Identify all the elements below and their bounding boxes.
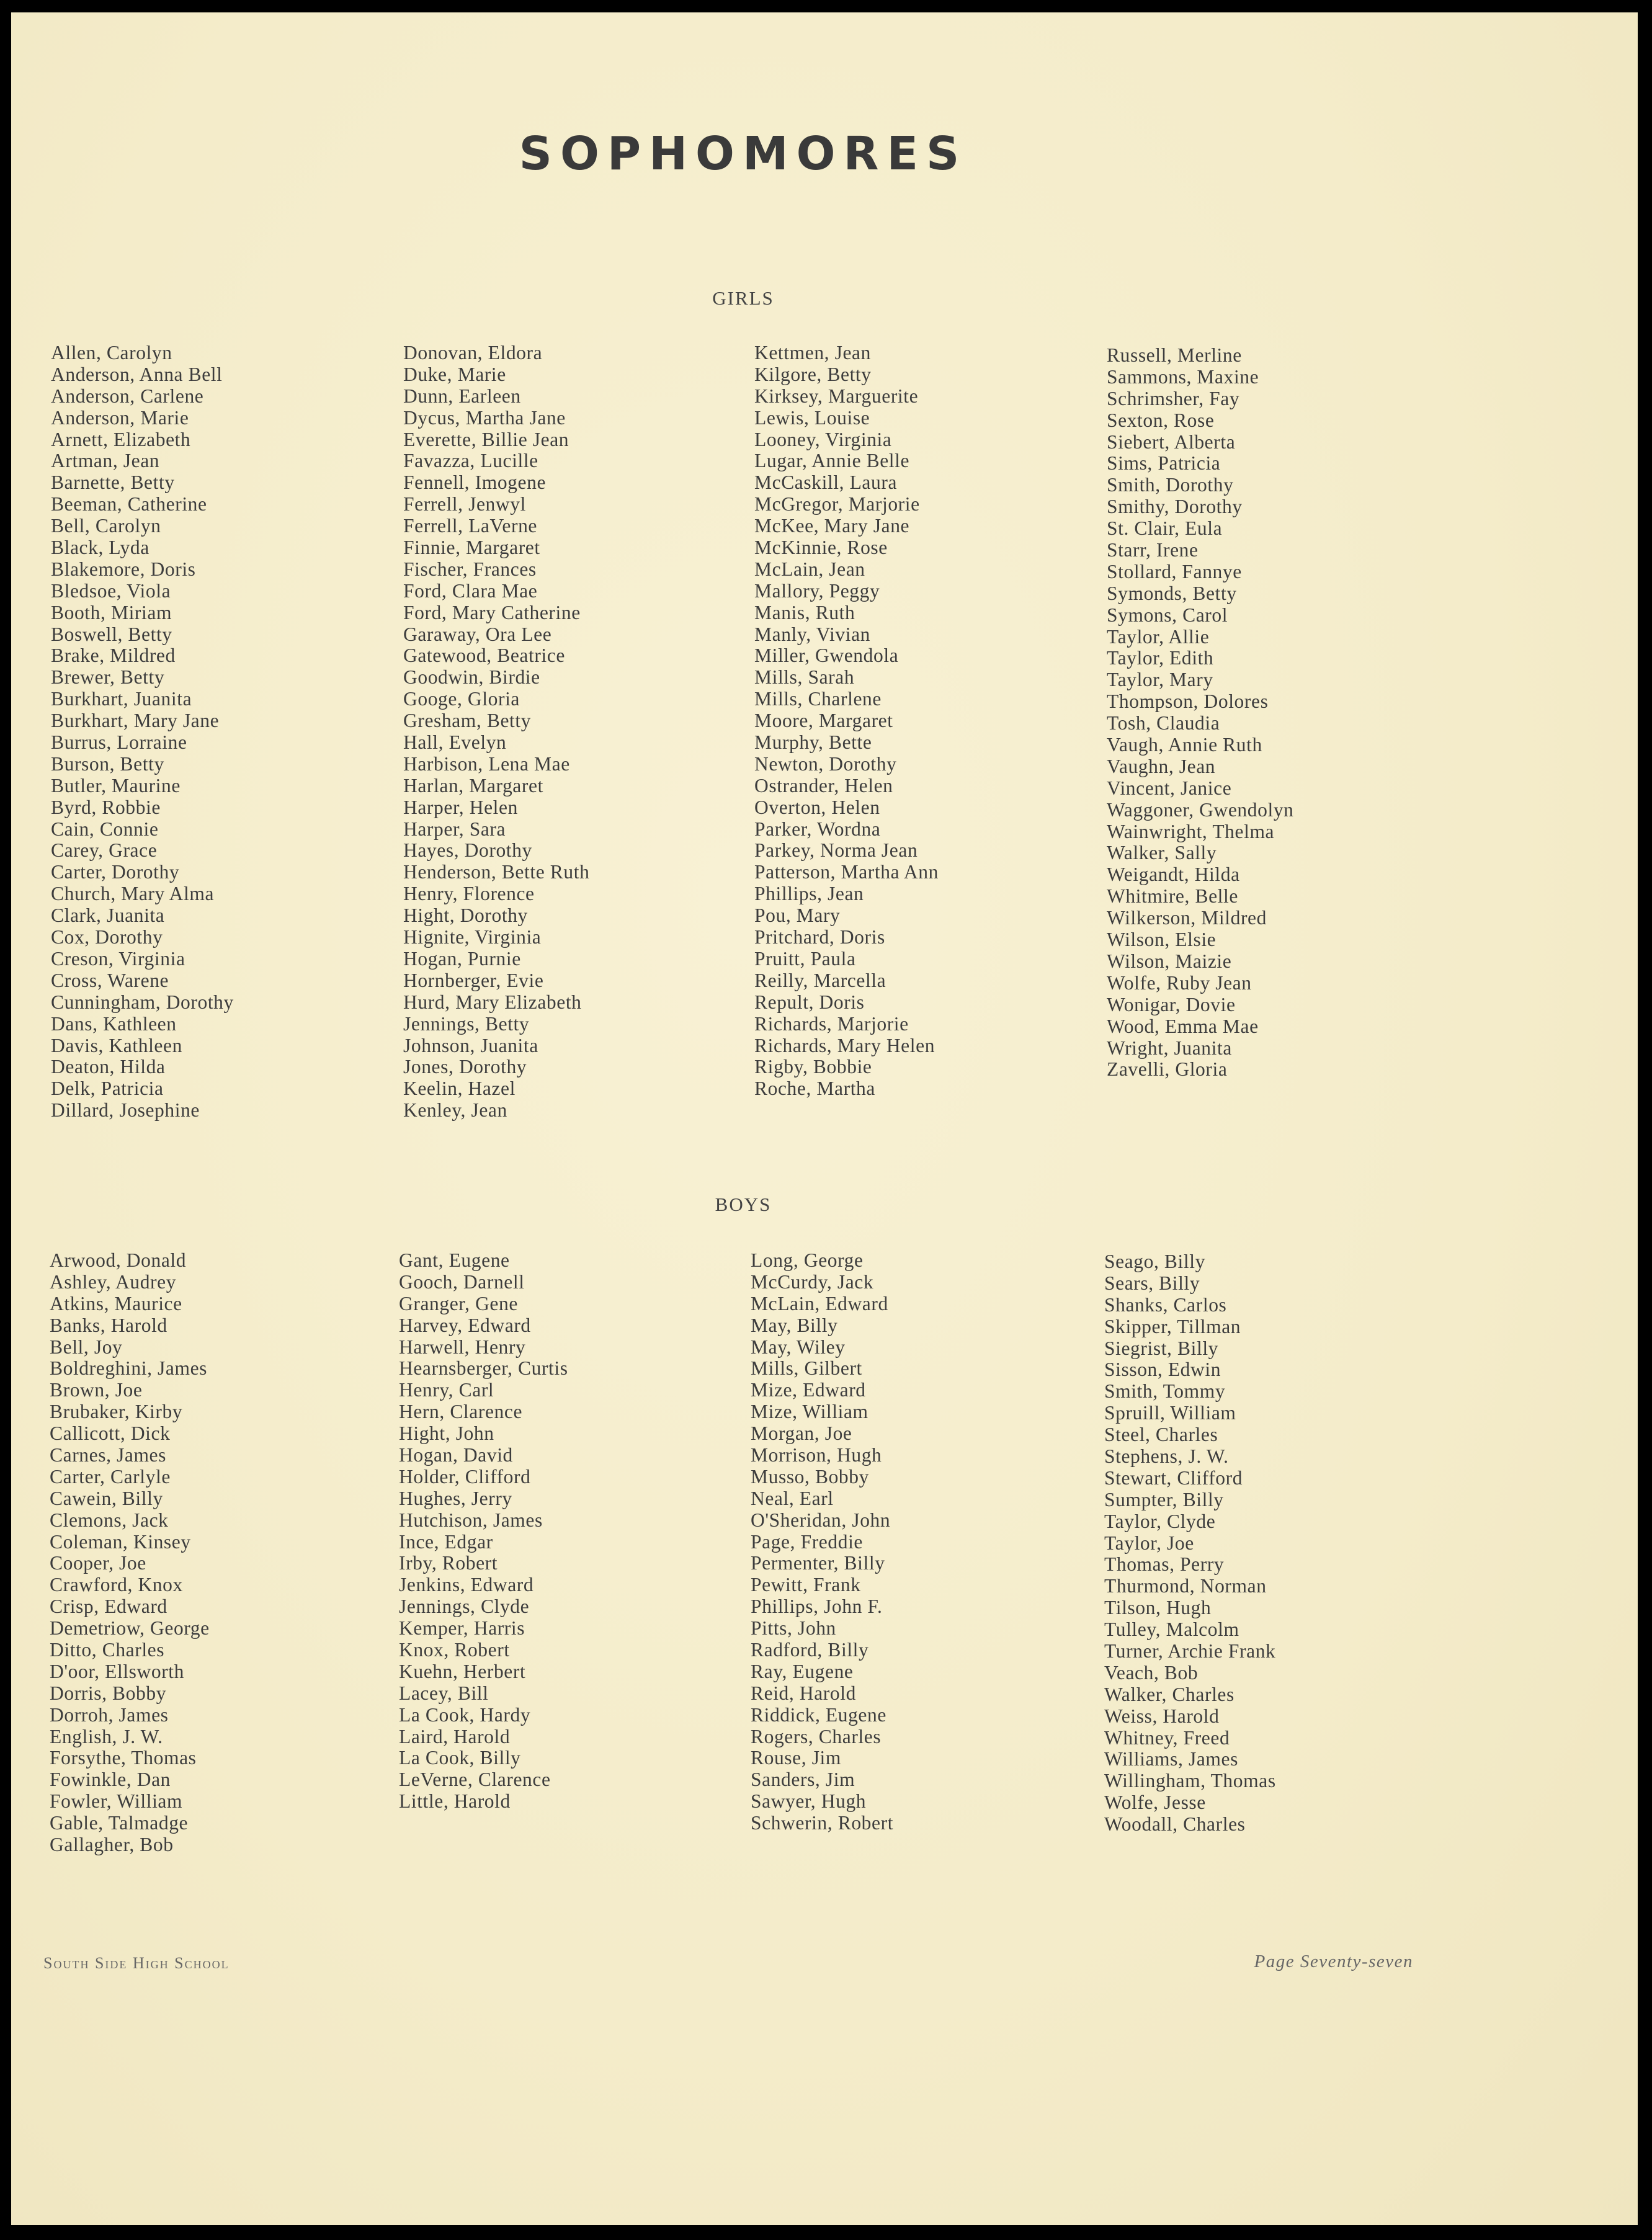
name-entry: Henry, Carl (399, 1379, 494, 1401)
name-entry: Kemper, Harris (399, 1617, 525, 1640)
name-entry: Ferrell, LaVerne (403, 515, 537, 537)
name-entry: Wilkerson, Mildred (1107, 907, 1267, 929)
name-entry: Rogers, Charles (751, 1725, 882, 1747)
name-entry: Sanders, Jim (751, 1769, 855, 1791)
name-entry: Roche, Martha (754, 1078, 875, 1100)
boys-column-1 (50, 1250, 210, 1856)
name-entry: Murphy, Bette (754, 731, 872, 754)
name-entry: Holder, Clifford (399, 1465, 531, 1488)
footer-school-name: South Side High School (43, 1954, 230, 1972)
name-entry: Anderson, Marie (51, 406, 189, 429)
name-entry: Smithy, Dorothy (1107, 496, 1243, 518)
name-entry: La Cook, Hardy (399, 1703, 531, 1726)
girls-heading: GIRLS (712, 287, 774, 309)
name-entry: Cross, Warene (51, 969, 169, 991)
name-entry: Schwerin, Robert (751, 1812, 894, 1834)
name-entry: Delk, Patricia (51, 1078, 164, 1100)
name-entry: Boldreghini, James (50, 1357, 208, 1380)
name-entry: Tosh, Claudia (1107, 712, 1220, 734)
name-entry: Hughes, Jerry (399, 1487, 512, 1509)
name-entry: Donovan, Eldora (403, 342, 543, 364)
name-entry: Waggoner, Gwendolyn (1107, 798, 1294, 821)
name-entry: Vincent, Janice (1107, 777, 1232, 799)
name-entry: Pritchard, Doris (754, 926, 885, 948)
name-entry: May, Billy (751, 1314, 838, 1336)
name-entry: Smith, Tommy (1104, 1380, 1226, 1403)
name-entry: Overton, Helen (754, 796, 880, 818)
name-entry: Gooch, Darnell (399, 1270, 525, 1293)
name-entry: Cunningham, Dorothy (51, 991, 234, 1013)
name-entry: Carter, Dorothy (51, 861, 180, 883)
name-entry: Favazza, Lucille (403, 450, 538, 472)
name-entry: Clark, Juanita (51, 904, 165, 927)
name-entry: Moore, Margaret (754, 710, 893, 732)
name-entry: Steel, Charles (1104, 1424, 1218, 1446)
name-entry: Pruitt, Paula (754, 947, 856, 970)
name-entry: Black, Lyda (51, 537, 150, 559)
name-entry: Cooper, Joe (50, 1552, 146, 1574)
name-entry: Looney, Virginia (754, 428, 892, 450)
name-entry: Lacey, Bill (399, 1682, 489, 1704)
name-entry: Zavelli, Gloria (1107, 1058, 1228, 1081)
name-entry: Symonds, Betty (1107, 582, 1237, 604)
name-entry: Morrison, Hugh (751, 1444, 882, 1466)
name-entry: Manly, Vivian (754, 623, 871, 645)
name-entry: Finnie, Margaret (403, 537, 540, 559)
name-entry: Miller, Gwendola (754, 645, 899, 667)
name-entry: Granger, Gene (399, 1292, 518, 1314)
name-entry: Symons, Carol (1107, 604, 1228, 626)
name-entry: Keelin, Hazel (403, 1078, 516, 1100)
name-entry: Pewitt, Frank (751, 1574, 861, 1596)
name-entry: McCurdy, Jack (751, 1270, 874, 1293)
name-entry: Whitney, Freed (1104, 1726, 1230, 1749)
name-entry: Garaway, Ora Lee (403, 623, 552, 645)
name-entry: Fischer, Frances (403, 558, 537, 580)
name-entry: Siegrist, Billy (1104, 1337, 1219, 1359)
name-entry: Lugar, Annie Belle (754, 450, 910, 472)
name-entry: Walker, Charles (1104, 1683, 1235, 1705)
name-entry: Whitmire, Belle (1107, 885, 1238, 908)
name-entry: Tulley, Malcolm (1104, 1618, 1239, 1641)
boys-heading: BOYS (715, 1194, 772, 1215)
name-entry: Woodall, Charles (1104, 1813, 1246, 1836)
name-entry: Pitts, John (751, 1617, 836, 1640)
name-entry: Sawyer, Hugh (751, 1790, 867, 1813)
name-entry: Demetriow, George (50, 1617, 210, 1640)
name-entry: Deaton, Hilda (51, 1056, 166, 1078)
name-entry: Brubaker, Kirby (50, 1401, 183, 1423)
name-entry: Davis, Kathleen (51, 1034, 182, 1056)
name-entry: Dorris, Bobby (50, 1682, 167, 1704)
name-entry: Brake, Mildred (51, 645, 176, 667)
name-entry: LeVerne, Clarence (399, 1769, 551, 1791)
name-entry: Kettmen, Jean (754, 342, 871, 364)
name-entry: Jenkins, Edward (399, 1574, 534, 1596)
name-entry: Skipper, Tillman (1104, 1315, 1241, 1337)
name-entry: McLain, Edward (751, 1292, 888, 1314)
name-entry: Harwell, Henry (399, 1336, 526, 1358)
name-entry: Crawford, Knox (50, 1574, 183, 1596)
name-entry: Ray, Eugene (751, 1660, 854, 1682)
name-entry: Ince, Edgar (399, 1530, 493, 1553)
name-entry: Bell, Carolyn (51, 515, 161, 537)
name-entry: Church, Mary Alma (51, 883, 215, 905)
name-entry: Carey, Grace (51, 839, 158, 862)
name-entry: Veach, Bob (1104, 1661, 1199, 1684)
name-entry: Willingham, Thomas (1104, 1770, 1276, 1792)
name-entry: Hern, Clarence (399, 1401, 523, 1423)
girls-column-1 (51, 342, 234, 1122)
name-entry: Mize, Edward (751, 1379, 866, 1401)
name-entry: Turner, Archie Frank (1104, 1640, 1276, 1662)
name-entry: Barnette, Betty (51, 471, 175, 494)
name-entry: Cox, Dorothy (51, 926, 163, 948)
name-entry: Fowler, William (50, 1790, 183, 1813)
name-entry: Artman, Jean (51, 450, 160, 472)
name-entry: Crisp, Edward (50, 1595, 167, 1618)
name-entry: Taylor, Edith (1107, 647, 1214, 669)
name-entry: Arwood, Donald (50, 1249, 187, 1271)
name-entry: Arnett, Elizabeth (51, 428, 191, 450)
name-entry: Taylor, Joe (1104, 1532, 1194, 1554)
name-entry: Manis, Ruth (754, 601, 855, 623)
name-entry: Henry, Florence (403, 883, 535, 905)
name-entry: Carter, Carlyle (50, 1465, 171, 1488)
name-entry: Rouse, Jim (751, 1747, 842, 1769)
name-entry: Hayes, Dorothy (403, 839, 532, 862)
name-entry: Phillips, Jean (754, 883, 864, 905)
name-entry: Vaugh, Annie Ruth (1107, 734, 1262, 756)
name-entry: Musso, Bobby (751, 1465, 869, 1488)
name-entry: Butler, Maurine (51, 774, 181, 796)
name-entry: Gresham, Betty (403, 710, 532, 732)
name-entry: Lewis, Louise (754, 406, 870, 429)
name-entry: Williams, James (1104, 1748, 1238, 1770)
yearbook-page (11, 12, 1638, 2225)
name-entry: Allen, Carolyn (51, 342, 172, 364)
name-entry: Ferrell, Jenwyl (403, 493, 526, 515)
name-entry: Hearnsberger, Curtis (399, 1357, 568, 1380)
name-entry: Wilson, Maizie (1107, 950, 1232, 972)
name-entry: Cawein, Billy (50, 1487, 163, 1509)
name-entry: Hignite, Virginia (403, 926, 542, 948)
name-entry: Fennell, Imogene (403, 471, 547, 494)
name-entry: Gallagher, Bob (50, 1834, 174, 1856)
name-entry: Weigandt, Hilda (1107, 863, 1240, 886)
name-entry: Byrd, Robbie (51, 796, 161, 818)
name-entry: English, J. W. (50, 1725, 163, 1747)
name-entry: Ashley, Audrey (50, 1270, 177, 1293)
girls-column-3 (754, 342, 939, 1100)
name-entry: Wonigar, Dovie (1107, 993, 1236, 1015)
name-entry: Hutchison, James (399, 1509, 543, 1531)
name-entry: Sumpter, Billy (1104, 1488, 1224, 1510)
name-entry: Parker, Wordna (754, 818, 881, 840)
name-entry: Jennings, Clyde (399, 1595, 530, 1618)
name-entry: Booth, Miriam (51, 601, 172, 623)
name-entry: Hogan, Purnie (403, 947, 521, 970)
name-entry: Kilgore, Betty (754, 363, 872, 385)
name-entry: Siebert, Alberta (1107, 431, 1236, 453)
name-entry: Neal, Earl (751, 1487, 834, 1509)
name-entry: Sims, Patricia (1107, 452, 1221, 475)
footer-page-number: Page Seventy-seven (1254, 1952, 1413, 1971)
name-entry: Newton, Dorothy (754, 752, 897, 775)
name-entry: Richards, Mary Helen (754, 1034, 935, 1056)
name-entry: Wolfe, Ruby Jean (1107, 971, 1252, 994)
name-entry: Permenter, Billy (751, 1552, 885, 1574)
name-entry: Dycus, Martha Jane (403, 406, 566, 429)
name-entry: Ford, Clara Mae (403, 579, 538, 602)
name-entry: Reid, Harold (751, 1682, 856, 1704)
name-entry: Radford, Billy (751, 1639, 869, 1661)
name-entry: Jennings, Betty (403, 1012, 530, 1035)
name-entry: Smith, Dorothy (1107, 474, 1234, 496)
name-entry: Parkey, Norma Jean (754, 839, 918, 862)
name-entry: Atkins, Maurice (50, 1292, 182, 1314)
name-entry: Burkhart, Juanita (51, 688, 192, 710)
name-entry: Carnes, James (50, 1444, 167, 1466)
name-entry: Everette, Billie Jean (403, 428, 569, 450)
name-entry: Richards, Marjorie (754, 1012, 909, 1035)
name-entry: McLain, Jean (754, 558, 865, 580)
name-entry: Dillard, Josephine (51, 1099, 200, 1122)
name-entry: Stollard, Fannye (1107, 560, 1242, 582)
name-entry: Repult, Doris (754, 991, 865, 1013)
name-entry: Ostrander, Helen (754, 774, 893, 796)
name-entry: Mills, Gilbert (751, 1357, 862, 1380)
name-entry: Vaughn, Jean (1107, 755, 1216, 777)
name-entry: Gable, Talmadge (50, 1812, 189, 1834)
name-entry: Blakemore, Doris (51, 558, 196, 580)
name-entry: Wood, Emma Mae (1107, 1015, 1259, 1037)
name-entry: Patterson, Martha Ann (754, 861, 939, 883)
name-entry: Thompson, Dolores (1107, 690, 1269, 713)
name-entry: Harlan, Margaret (403, 774, 543, 796)
name-entry: St. Clair, Eula (1107, 517, 1223, 540)
name-entry: Kuehn, Herbert (399, 1660, 526, 1682)
name-entry: Morgan, Joe (751, 1422, 852, 1445)
name-entry: McKinnie, Rose (754, 537, 888, 559)
name-entry: Ditto, Charles (50, 1639, 165, 1661)
name-entry: Taylor, Mary (1107, 669, 1213, 691)
girls-column-2 (403, 342, 589, 1122)
name-entry: Bledsoe, Viola (51, 579, 171, 602)
name-entry: Coleman, Kinsey (50, 1530, 191, 1553)
name-entry: Creson, Virginia (51, 947, 185, 970)
name-entry: Shanks, Carlos (1104, 1293, 1227, 1316)
name-entry: Burrus, Lorraine (51, 731, 187, 754)
name-entry: Starr, Irene (1107, 539, 1199, 561)
name-entry: Mize, William (751, 1401, 868, 1423)
name-entry: Forsythe, Thomas (50, 1747, 197, 1769)
name-entry: Burson, Betty (51, 752, 164, 775)
name-entry: Johnson, Juanita (403, 1034, 538, 1056)
name-entry: Goodwin, Birdie (403, 666, 540, 689)
name-entry: Hall, Evelyn (403, 731, 507, 754)
name-entry: Weiss, Harold (1104, 1705, 1220, 1727)
name-entry: Stewart, Clifford (1104, 1466, 1243, 1489)
name-entry: Brewer, Betty (51, 666, 165, 689)
name-entry: Kenley, Jean (403, 1099, 507, 1122)
name-entry: Harper, Helen (403, 796, 518, 818)
name-entry: Rigby, Bobbie (754, 1056, 872, 1078)
name-entry: Beeman, Catherine (51, 493, 207, 515)
name-entry: Mallory, Peggy (754, 579, 880, 602)
name-entry: Sisson, Edwin (1104, 1359, 1221, 1381)
name-entry: Sears, Billy (1104, 1272, 1200, 1294)
name-entry: Wright, Juanita (1107, 1037, 1232, 1059)
name-entry: Spruill, William (1104, 1402, 1236, 1424)
name-entry: Harper, Sara (403, 818, 506, 840)
name-entry: Seago, Billy (1104, 1251, 1205, 1272)
name-entry: McGregor, Marjorie (754, 493, 920, 515)
name-entry: Taylor, Allie (1107, 625, 1210, 648)
name-entry: Ford, Mary Catherine (403, 601, 581, 623)
name-entry: Taylor, Clyde (1104, 1510, 1216, 1532)
name-entry: Russell, Merline (1107, 344, 1242, 366)
name-entry: Henderson, Bette Ruth (403, 861, 590, 883)
name-entry: O'Sheridan, John (751, 1509, 891, 1531)
name-entry: Page, Freddie (751, 1530, 864, 1553)
boys-column-4 (1104, 1251, 1276, 1836)
name-entry: Walker, Sally (1107, 842, 1217, 864)
name-entry: Stephens, J. W. (1104, 1445, 1229, 1468)
name-entry: Banks, Harold (50, 1314, 167, 1336)
name-entry: Duke, Marie (403, 363, 506, 385)
name-entry: Pou, Mary (754, 904, 841, 927)
name-entry: Knox, Robert (399, 1639, 510, 1661)
name-entry: Thomas, Perry (1104, 1553, 1225, 1576)
page-title: SOPHOMORES (519, 127, 968, 181)
name-entry: Thurmond, Norman (1104, 1575, 1267, 1597)
name-entry: Hight, John (399, 1422, 494, 1445)
name-entry: Boswell, Betty (51, 623, 172, 645)
name-entry: Clemons, Jack (50, 1509, 169, 1531)
name-entry: Sexton, Rose (1107, 409, 1215, 431)
name-entry: Long, George (751, 1249, 864, 1271)
name-entry: Schrimsher, Fay (1107, 387, 1240, 409)
name-entry: Callicott, Dick (50, 1422, 171, 1445)
name-entry: Harvey, Edward (399, 1314, 531, 1336)
name-entry: Gatewood, Beatrice (403, 645, 565, 667)
name-entry: La Cook, Billy (399, 1747, 521, 1769)
name-entry: Googe, Gloria (403, 688, 520, 710)
girls-column-4 (1107, 345, 1294, 1081)
name-entry: Sammons, Maxine (1107, 365, 1259, 388)
name-entry: McCaskill, Laura (754, 471, 898, 494)
name-entry: Anderson, Carlene (51, 385, 204, 407)
name-entry: Riddick, Eugene (751, 1703, 886, 1726)
name-entry: Wainwright, Thelma (1107, 820, 1275, 842)
name-entry: Dorroh, James (50, 1703, 169, 1726)
name-entry: Laird, Harold (399, 1725, 511, 1747)
name-entry: D'oor, Ellsworth (50, 1660, 184, 1682)
name-entry: May, Wiley (751, 1336, 846, 1358)
name-entry: Brown, Joe (50, 1379, 143, 1401)
name-entry: Hurd, Mary Elizabeth (403, 991, 582, 1013)
name-entry: Hight, Dorothy (403, 904, 528, 927)
name-entry: Jones, Dorothy (403, 1056, 527, 1078)
name-entry: Little, Harold (399, 1790, 511, 1813)
name-entry: Wolfe, Jesse (1104, 1792, 1206, 1814)
name-entry: Anderson, Anna Bell (51, 363, 223, 385)
name-entry: Fowinkle, Dan (50, 1769, 171, 1791)
name-entry: Harbison, Lena Mae (403, 752, 570, 775)
name-entry: Mills, Sarah (754, 666, 855, 689)
name-entry: Bell, Joy (50, 1336, 123, 1358)
name-entry: Hornberger, Evie (403, 969, 544, 991)
name-entry: Reilly, Marcella (754, 969, 886, 991)
boys-column-2 (399, 1250, 568, 1813)
name-entry: Irby, Robert (399, 1552, 498, 1574)
name-entry: Hogan, David (399, 1444, 513, 1466)
name-entry: Kirksey, Marguerite (754, 385, 919, 407)
name-entry: Mills, Charlene (754, 688, 882, 710)
name-entry: Burkhart, Mary Jane (51, 710, 220, 732)
name-entry: Dunn, Earleen (403, 385, 521, 407)
name-entry: Tilson, Hugh (1104, 1597, 1212, 1619)
boys-column-3 (751, 1250, 893, 1834)
name-entry: Wilson, Elsie (1107, 929, 1217, 951)
name-entry: Phillips, John F. (751, 1595, 883, 1618)
name-entry: Gant, Eugene (399, 1249, 510, 1271)
name-entry: Dans, Kathleen (51, 1012, 177, 1035)
name-entry: McKee, Mary Jane (754, 515, 910, 537)
name-entry: Cain, Connie (51, 818, 159, 840)
